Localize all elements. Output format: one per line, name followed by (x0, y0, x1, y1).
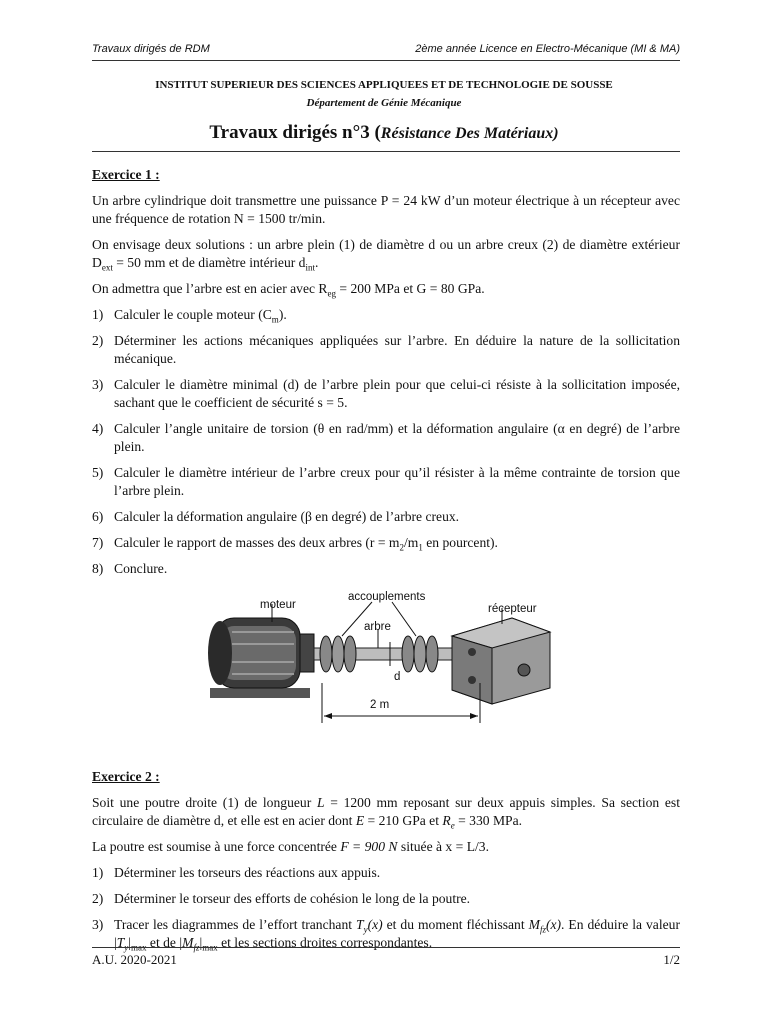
ex1-p2-text-a: On envisage deux solutions : un arbre plein (1) de diamètre d ou un arbre creux (2) de diamètre extérieur D (92, 237, 680, 270)
institute-name: INSTITUT SUPERIEUR DES SCIENCES APPLIQUEES ET DE TECHNOLOGIE DE SOUSSE (155, 79, 613, 91)
question-number: 7) (92, 535, 104, 550)
ex2-p1-R: R (442, 813, 451, 828)
title-rule (92, 151, 680, 152)
shaft-figure (92, 588, 680, 748)
ex2-p2-a: La poutre est soumise à une force concentrée (92, 839, 341, 854)
title-italic: Résistance Des Matériaux) (380, 125, 559, 142)
ex1-question-3 (92, 376, 680, 412)
label-length: 2 m (370, 699, 390, 711)
ex2-p1-c: = 210 GPa et (364, 813, 443, 828)
ex1-question-7 (92, 534, 680, 552)
ex2-question-1 (92, 864, 680, 882)
dim-arrow-left (324, 713, 332, 719)
ex1-question-8 (92, 560, 680, 578)
dim-arrow-right (470, 713, 478, 719)
question-text: Calculer le diamètre intérieur de l’arbre creux pour qu’il résister à la même contrainte de torsion que l’arbre plein. (114, 465, 680, 498)
question-text: Conclure. (114, 561, 168, 576)
q3-absM: M (182, 935, 194, 950)
q3-Tsub: y (363, 924, 368, 935)
question-sub-1: 1 (418, 542, 423, 553)
question-number: 2) (92, 891, 104, 906)
leader-accouplement-right (392, 602, 416, 636)
header-right: 2ème année Licence en Electro-Mécanique (MI & MA) (415, 43, 680, 55)
question-number: 3) (92, 917, 104, 932)
question-text: Calculer la déformation angulaire (β en degré) de l’arbre creux. (114, 509, 460, 524)
question-text: Calculer le couple moteur (C (114, 307, 272, 322)
q3-b: et du moment fléchissant (382, 917, 529, 932)
department-name: Département de Génie Mécanique (306, 97, 462, 109)
question-number: 2) (92, 333, 104, 348)
label-accouplements: accouplements (348, 591, 426, 603)
title-main: Travaux dirigés n°3 ( (209, 122, 381, 143)
ex2-question-3: 3) Tracer les diagrammes de l’effort tranchant $T_y(x)$ et du moment fléchissant $M_{fz}(x)$. En déduire la valeur $|T_y|_{max}$ et de $|M_{fz}|_{max}$ et les sections droites correspondantes. (92, 917, 680, 953)
ex1-question-6 (92, 508, 680, 526)
q3-x2: (x) (545, 917, 562, 932)
ex1-question-5 (92, 464, 680, 500)
label-moteur: moteur (260, 599, 296, 611)
question-number: 5) (92, 465, 104, 480)
page-content (92, 166, 680, 960)
footer-page-number: 1/2 (663, 952, 680, 967)
ex1-p2-text-b: = 50 mm et de diamètre intérieur d (112, 255, 306, 270)
coupling-right (402, 636, 438, 672)
ex2-p1-E: E (355, 813, 365, 828)
exercise-2-heading: Exercice 2 : (92, 769, 160, 784)
question-text-mid: /m (403, 535, 419, 550)
motor-flange (300, 634, 314, 672)
page-header (92, 40, 680, 61)
ex2-paragraph-2 (92, 838, 680, 856)
exercise-1-heading: Exercice 1 : (92, 167, 160, 182)
question-number: 4) (92, 421, 104, 436)
ex2-p2-b: située à x = L/3. (397, 839, 489, 854)
question-text-end: en pourcent). (422, 535, 498, 550)
ex1-question-4 (92, 420, 680, 456)
q3-d: et de (146, 935, 180, 950)
ex2-p1-b: = 1200 mm reposant sur deux appuis simples. Sa section est circulaire de diamètre d, et elle est en acier dont (92, 795, 680, 828)
q3-a: Tracer les diagrammes de l’effort tranchant (114, 917, 356, 932)
q3-absMsub: fz (193, 942, 200, 953)
ex1-p2-text-c: . (314, 255, 319, 270)
motor-base (210, 688, 310, 698)
question-text: Déterminer le torseur des efforts de cohésion le long de la poutre. (114, 891, 471, 906)
question-text-end: ). (278, 307, 287, 322)
question-number: 3) (92, 377, 104, 392)
label-arbre: arbre (364, 621, 391, 633)
question-number: 8) (92, 561, 104, 576)
ex2-p1-Rsub: e (450, 820, 455, 831)
ex1-question-1 (92, 306, 680, 324)
question-number: 1) (92, 865, 104, 880)
question-sub-2: 2 (399, 542, 404, 553)
question-number: 6) (92, 509, 104, 524)
receiver-hub (518, 664, 530, 676)
question-text: Déterminer les torseurs des réactions aux appuis. (114, 865, 381, 880)
ex1-p3-text-b: = 200 MPa et G = 80 GPa. (336, 281, 485, 296)
ex2-p2-F: F = 900 N (340, 839, 398, 854)
question-sub: m (271, 314, 279, 325)
motor-endcap (208, 621, 232, 685)
header-left: Travaux dirigés de RDM (92, 43, 210, 55)
ex2-p1-d: = 330 MPa. (454, 813, 523, 828)
ex1-p3-text-a: On admettra que l’arbre est en acier avec R (92, 281, 328, 296)
q3-Msub: fz (539, 924, 546, 935)
q3-max2: max (202, 942, 218, 953)
q3-T: T (356, 917, 364, 932)
q3-e: et les sections droites correspondantes. (217, 935, 433, 950)
q3-absTsub: y (124, 942, 129, 953)
q3-max1: max (131, 942, 147, 953)
ex2-p1-a: Soit une poutre droite (1) de longueur (92, 795, 317, 810)
q3-c: . En déduire la valeur (561, 917, 680, 932)
ex1-paragraph-1: Un arbre cylindrique doit transmettre une puissance P = 24 kW d’un moteur électrique à un récepteur avec une fréquence de rotation N = 1500 tr/min. (92, 193, 680, 226)
receiver-bolt (468, 676, 476, 684)
label-d: d (394, 671, 401, 683)
question-text: Déterminer les actions mécaniques appliquées sur l’arbre. En déduire la nature de la sollicitation mécanique. (114, 333, 680, 366)
question-text: Calculer le diamètre minimal (d) de l’arbre plein pour que celui-ci résiste à la sollicitation imposée, sachant que le coefficient de sécurité s = 5. (114, 377, 680, 410)
ex1-paragraph-2 (92, 236, 680, 272)
ex2-p1-L: L (316, 795, 325, 810)
receiver-bolt (468, 648, 476, 656)
label-recepteur: récepteur (488, 603, 537, 615)
coupling-left (320, 636, 356, 672)
ex1-p3-sub-eg: eg (327, 288, 337, 299)
q3-M: M (528, 917, 540, 932)
ex2-question-2 (92, 890, 680, 908)
ex2-paragraph-1 (92, 794, 680, 830)
footer-academic-year: A.U. 2020-2021 (92, 952, 177, 967)
page-title (0, 122, 768, 144)
ex1-p2-sub-ext: ext (101, 262, 113, 273)
receiver-front (452, 636, 492, 704)
question-text: Calculer l’angle unitaire de torsion (θ en rad/mm) et la déformation angulaire (α en degré) de l’arbre plein. (114, 421, 680, 454)
ex1-paragraph-3 (92, 280, 680, 298)
q3-absT: T (116, 935, 125, 950)
question-number: 1) (92, 307, 104, 322)
q3-x1: (x) (367, 917, 383, 932)
ex1-question-2 (92, 332, 680, 368)
ex1-p2-sub-int: int (305, 262, 315, 273)
question-text: Calculer le rapport de masses des deux arbres (r = m (114, 535, 400, 550)
